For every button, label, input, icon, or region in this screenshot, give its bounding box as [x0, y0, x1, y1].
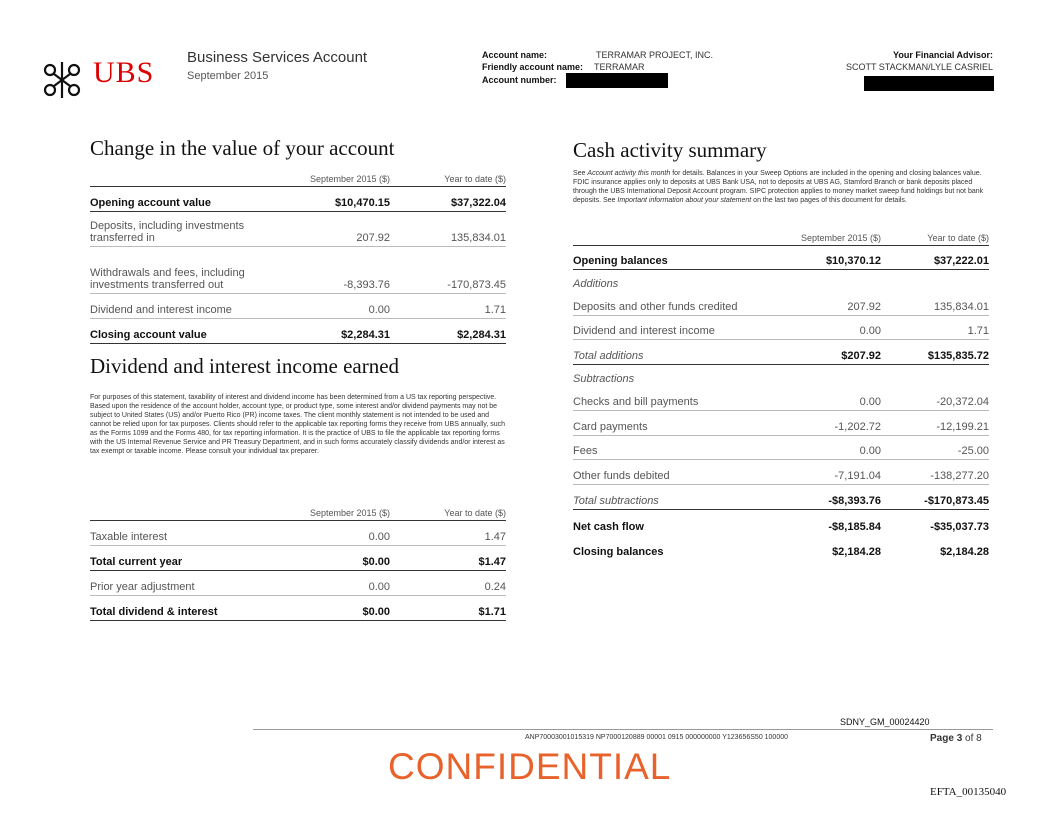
row-value-month: [773, 270, 881, 293]
table-row: [90, 595, 506, 620]
row-value-ytd: -170,873.45: [390, 247, 506, 294]
table-row: [90, 247, 506, 294]
cash-summary-title: Cash activity summary: [573, 138, 767, 162]
dividend-title: Dividend and interest income earned: [90, 354, 400, 378]
table-row: [573, 365, 989, 388]
row-label: Deposits and other funds credited: [573, 292, 773, 316]
row-value-ytd: $37,222.01: [881, 246, 989, 270]
row-value-ytd: -12,199.21: [881, 411, 989, 436]
row-value-month: -8,393.76: [280, 247, 390, 294]
row-label: Subtractions: [573, 373, 635, 385]
row-value-ytd: 1.47: [390, 520, 506, 545]
ubs-keys-logo-icon: [38, 58, 86, 102]
table-row: [573, 316, 989, 340]
row-value-ytd: $37,322.04: [390, 187, 506, 212]
col-header-ytd: Year to date ($): [390, 498, 506, 520]
row-value-ytd: -$35,037.73: [930, 521, 989, 533]
row-value-month: [773, 365, 881, 388]
friendly-name-label: Friendly account name:: [482, 62, 584, 72]
row-value-month: 0.00: [280, 520, 390, 545]
table-row: [90, 319, 506, 344]
row-value-month: -$8,185.84: [828, 521, 881, 533]
table-row: [573, 535, 989, 560]
col-header-ytd: Year to date ($): [390, 166, 506, 187]
row-label: Other funds debited: [573, 460, 773, 485]
change-value-table: [90, 166, 506, 344]
table-row: [573, 411, 989, 436]
row-value-month: -1,202.72: [773, 411, 881, 436]
col-header-month: September 2015 ($): [280, 498, 390, 520]
row-value-month: 0.00: [773, 387, 881, 411]
row-value-ytd: -138,277.20: [881, 460, 989, 485]
row-label: Dividend and interest income: [90, 294, 280, 319]
page-indicator: Page 3 of 8: [930, 733, 982, 744]
table-row: [90, 570, 506, 595]
statement-code: ANP70003001015319 NP7000120889 00001 0915 000000000 Y123656S50 100000: [525, 734, 789, 741]
row-label: Deposits, including investments transferred in: [90, 212, 280, 247]
row-value-month: -7,191.04: [773, 460, 881, 485]
row-value-ytd: $2,284.31: [390, 319, 506, 344]
col-header-ytd: Year to date ($): [881, 225, 989, 246]
account-number-label: Account number:: [482, 75, 557, 85]
advisor-value: SCOTT STACKMAN/LYLE CASRIEL: [845, 62, 993, 72]
row-label: Opening account value: [90, 187, 280, 212]
cash-table: [573, 225, 989, 560]
table-row: [573, 436, 989, 460]
row-label: Withdrawals and fees, including investments transferred out: [90, 247, 280, 294]
row-label: Taxable interest: [90, 520, 280, 545]
row-value-ytd: -25.00: [881, 436, 989, 460]
row-value-ytd: $1.47: [390, 545, 506, 570]
row-label: Opening balances: [573, 246, 773, 270]
row-value-month: $10,370.12: [773, 246, 881, 270]
row-value-ytd: 1.71: [390, 294, 506, 319]
table-row: [573, 460, 989, 485]
row-value-month: 0.00: [773, 316, 881, 340]
account-name-value: TERRAMAR PROJECT, INC.: [596, 50, 714, 60]
col-header-month: September 2015 ($): [280, 166, 390, 187]
row-value-ytd: [881, 365, 989, 388]
row-label: Closing balances: [573, 546, 664, 558]
table-row: [90, 294, 506, 319]
table-row: [90, 212, 506, 247]
table-row: [573, 510, 989, 536]
row-value-ytd: -$170,873.45: [881, 485, 989, 510]
row-value-ytd: 0.24: [390, 570, 506, 595]
table-row: [573, 270, 989, 293]
account-number-redaction: [566, 73, 668, 88]
row-value-month: 207.92: [773, 292, 881, 316]
change-value-title: Change in the value of your account: [90, 136, 395, 160]
table-row: [90, 545, 506, 570]
sdny-bates-number: SDNY_GM_00024420: [840, 717, 930, 727]
row-label: Net cash flow: [573, 521, 644, 533]
row-value-month: 0.00: [280, 570, 390, 595]
row-value-month: $2,284.31: [280, 319, 390, 344]
table-row: [90, 520, 506, 545]
row-label: Prior year adjustment: [90, 570, 280, 595]
account-name-label: Account name:: [482, 50, 548, 60]
table-row: [573, 246, 989, 270]
row-label: Total dividend & interest: [90, 595, 280, 620]
row-value-ytd: [881, 270, 989, 293]
row-label: Checks and bill payments: [573, 387, 773, 411]
table-row: [573, 292, 989, 316]
col-header-month: September 2015 ($): [773, 225, 881, 246]
account-type: Business Services Account: [187, 49, 368, 66]
table-row: [90, 187, 506, 212]
confidential-stamp: CONFIDENTIAL: [388, 746, 672, 787]
row-value-ytd: 1.71: [881, 316, 989, 340]
cash-note: See Account activity this month for details. Balances in your Sweep Options are included in the opening and closing balances value. FDIC insurance applies only to deposits at UBS Bank USA, not to deposits at UBS AG, Stamford Branch or bank deposits placed through the UBS International Deposit Account program. SIPC protection applies to money market sweep fund holdings but not bank deposits. See Important information about your statement on the last two pages of this document for details.: [573, 170, 984, 204]
table-row: [573, 387, 989, 411]
row-value-month: 0.00: [280, 294, 390, 319]
dividend-tax-paragraph: For purposes of this statement, taxability of interest and dividend income has been determined from a US tax reporting perspective. Based upon the residence of the account holder, account type, or product type, some interest and/or dividend payments may not be subject to United States (US) and/or Puerto Rico (PR) income taxes. The client monthly statement is not intended to be used and cannot be relied upon for tax purposes. Clients should refer to the applicable tax reporting forms they receive from UBS annually, such as the Forms 1099 and the Forms 480, for tax reporting information. It is the practice of UBS to file the applicable tax reporting forms with the US Internal Revenue Service and PR Treasury Department, and in such forms accurately classify dividends and/or interest as tax exempt or taxable income. Please consult your individual tax preparer.: [90, 394, 506, 455]
row-value-ytd: $1.71: [390, 595, 506, 620]
table-row: [573, 485, 989, 510]
ubs-logo-text: UBS: [93, 56, 155, 89]
row-label: Fees: [573, 436, 773, 460]
row-value-ytd: $2,184.28: [940, 546, 989, 558]
efta-number: EFTA_00135040: [930, 786, 1007, 798]
friendly-name-value: TERRAMAR: [594, 62, 645, 72]
row-value-ytd: 135,834.01: [881, 292, 989, 316]
row-value-ytd: -20,372.04: [881, 387, 989, 411]
advisor-redaction: [864, 76, 994, 91]
row-value-month: $10,470.15: [280, 187, 390, 212]
dividend-table: [90, 498, 506, 621]
row-label: Dividend and interest income: [573, 316, 773, 340]
row-label: Closing account value: [90, 319, 280, 344]
row-value-month: $207.92: [773, 340, 881, 365]
row-value-month: 0.00: [773, 436, 881, 460]
footer-divider: [253, 729, 993, 730]
row-value-month: 207.92: [280, 212, 390, 247]
row-value-month: -$8,393.76: [773, 485, 881, 510]
row-label: Card payments: [573, 411, 773, 436]
row-value-month: $2,184.28: [832, 546, 881, 558]
row-value-month: $0.00: [280, 595, 390, 620]
row-value-ytd: 135,834.01: [390, 212, 506, 247]
table-row: [573, 340, 989, 365]
row-label: Total additions: [573, 340, 773, 365]
row-label: Total current year: [90, 545, 280, 570]
row-value-month: $0.00: [280, 545, 390, 570]
statement-period: September 2015: [187, 70, 269, 82]
row-label: Additions: [573, 278, 619, 290]
row-value-ytd: $135,835.72: [881, 340, 989, 365]
row-label: Total subtractions: [573, 485, 773, 510]
advisor-label: Your Financial Advisor:: [892, 50, 993, 60]
